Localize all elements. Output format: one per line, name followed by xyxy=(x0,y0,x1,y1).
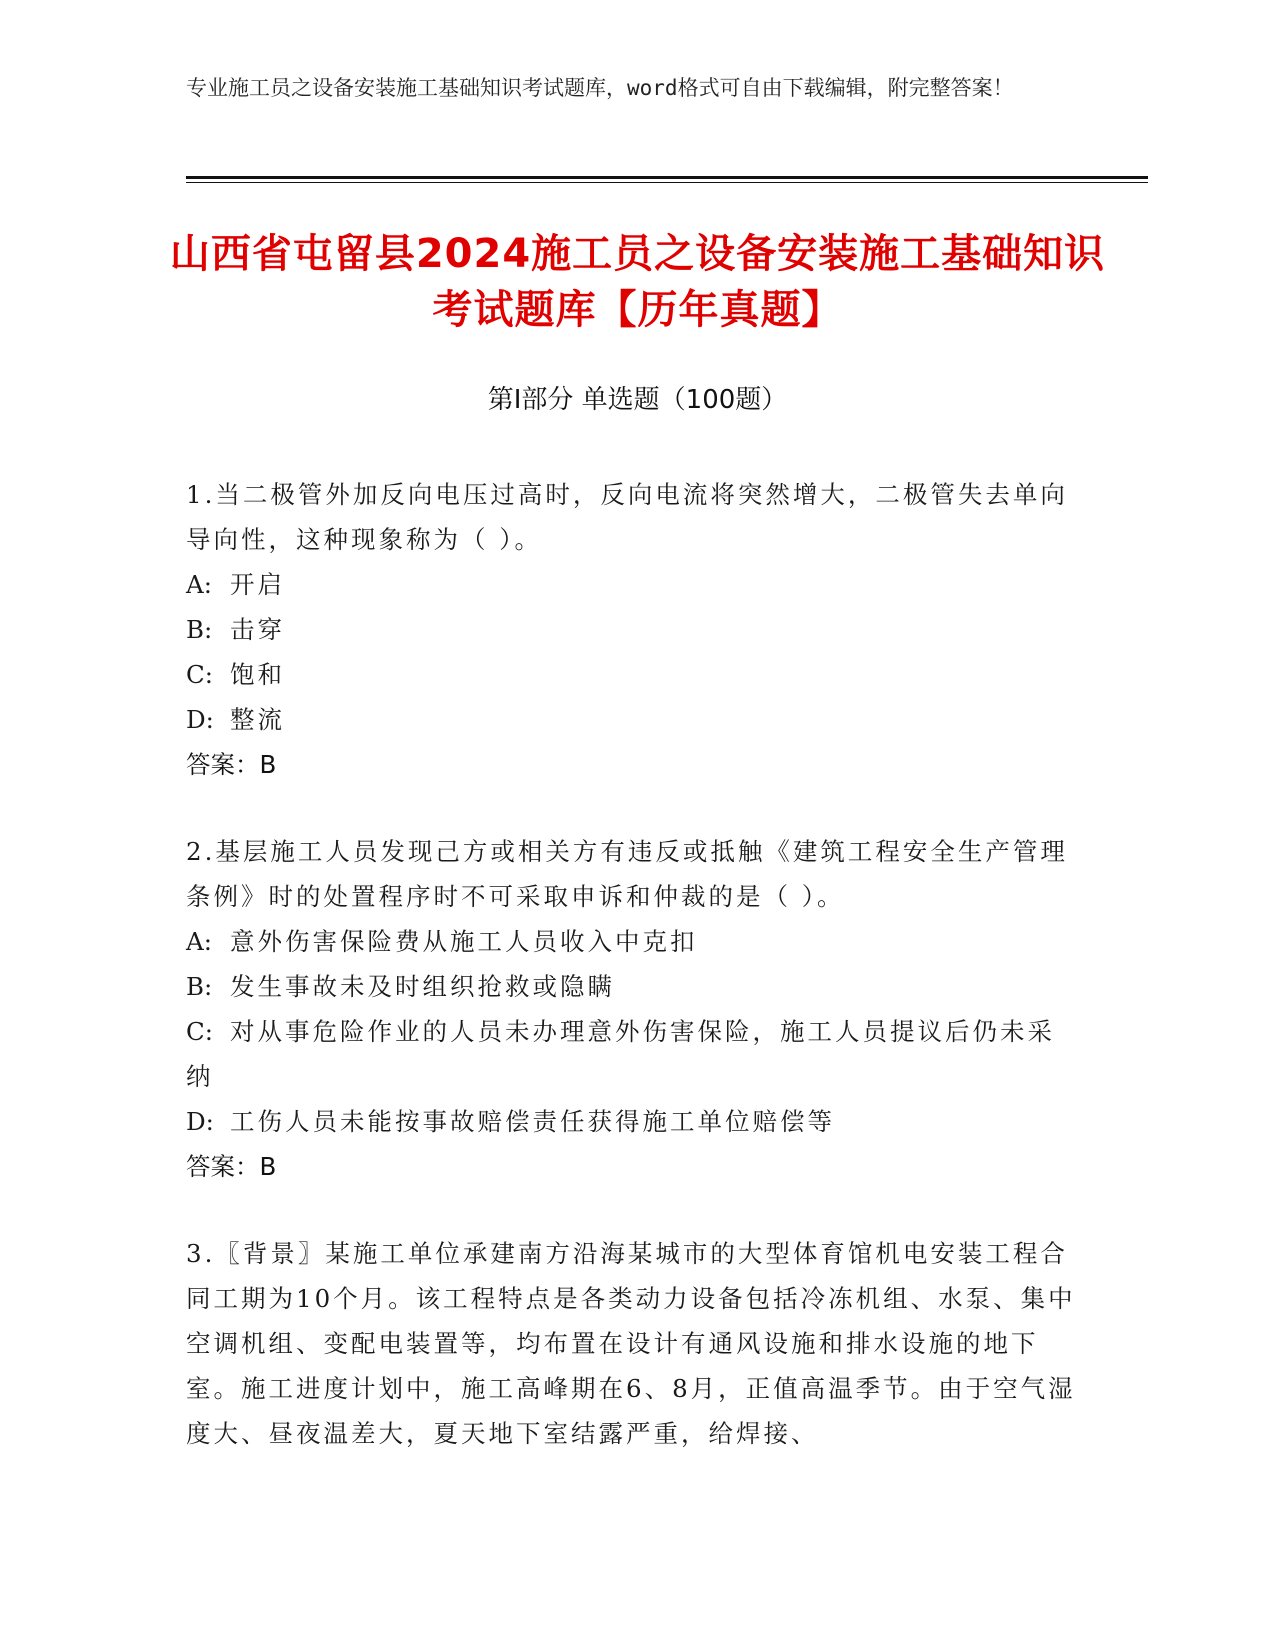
question-list xyxy=(186,472,1076,1498)
question-stem: 1.当二极管外加反向电压过高时，反向电流将突然增大，二极管失去单向导向性，这种现象称为（ ）。 xyxy=(186,480,1068,554)
option-b xyxy=(186,607,1076,652)
option-text: 发生事故未及时组织抢救或隐瞒 xyxy=(230,972,615,1001)
option-text: 开启 xyxy=(230,570,285,599)
option-d xyxy=(186,697,1076,742)
option-key: D: xyxy=(186,1107,214,1136)
option-a xyxy=(186,919,1076,964)
question-3 xyxy=(186,1231,1076,1456)
section-heading: 第Ⅰ部分 单选题（100题） xyxy=(487,385,788,415)
question-stem: 2.基层施工人员发现己方或相关方有违反或抵触《建筑工程安全生产管理条例》时的处置程序时不可采取申诉和仲裁的是（ ）。 xyxy=(186,837,1068,911)
option-key: B: xyxy=(186,972,213,1001)
option-key: A: xyxy=(186,927,212,956)
option-text: 整流 xyxy=(230,705,285,734)
option-text: 击穿 xyxy=(230,615,285,644)
option-key: B: xyxy=(186,615,213,644)
question-stem: 3.〖背景〗某施工单位承建南方沿海某城市的大型体育馆机电安装工程合同工期为10个月。该工程特点是各类动力设备包括冷冻机组、水泵、集中空调机组、变配电装置等，均布置在设计有通风设施和排水设施的地下室。施工进度计划中，施工高峰期在6、8月，正值高温季节。由于空气湿度大、昼夜温差大，夏天地下室结露严重，给焊接、 xyxy=(186,1239,1076,1448)
option-d xyxy=(186,1099,1076,1144)
header-note: 专业施工员之设备安装施工基础知识考试题库，word格式可自由下载编辑，附完整答案！ xyxy=(186,76,1014,100)
option-text: 工伤人员未能按事故赔偿责任获得施工单位赔偿等 xyxy=(230,1107,835,1136)
option-key: A: xyxy=(186,570,212,599)
option-text: 意外伤害保险费从施工人员收入中克扣 xyxy=(230,927,698,956)
header-divider-thin xyxy=(186,182,1148,183)
header-divider-thick xyxy=(186,176,1148,179)
answer-line: 答案：B xyxy=(186,1152,277,1181)
option-b xyxy=(186,964,1076,1009)
option-c xyxy=(186,1009,1076,1099)
question-1 xyxy=(186,472,1076,787)
option-text: 对从事危险作业的人员未办理意外伤害保险，施工人员提议后仍未采纳 xyxy=(186,1017,1055,1091)
option-key: C: xyxy=(186,1017,214,1046)
option-key: C: xyxy=(186,660,214,689)
option-c xyxy=(186,652,1076,697)
document-title: 山西省屯留县2024施工员之设备安装施工基础知识考试题库【历年真题】 xyxy=(169,231,1106,333)
option-key: D: xyxy=(186,705,214,734)
answer-line: 答案：B xyxy=(186,750,277,779)
question-2 xyxy=(186,829,1076,1189)
option-a xyxy=(186,562,1076,607)
option-text: 饱和 xyxy=(230,660,285,689)
